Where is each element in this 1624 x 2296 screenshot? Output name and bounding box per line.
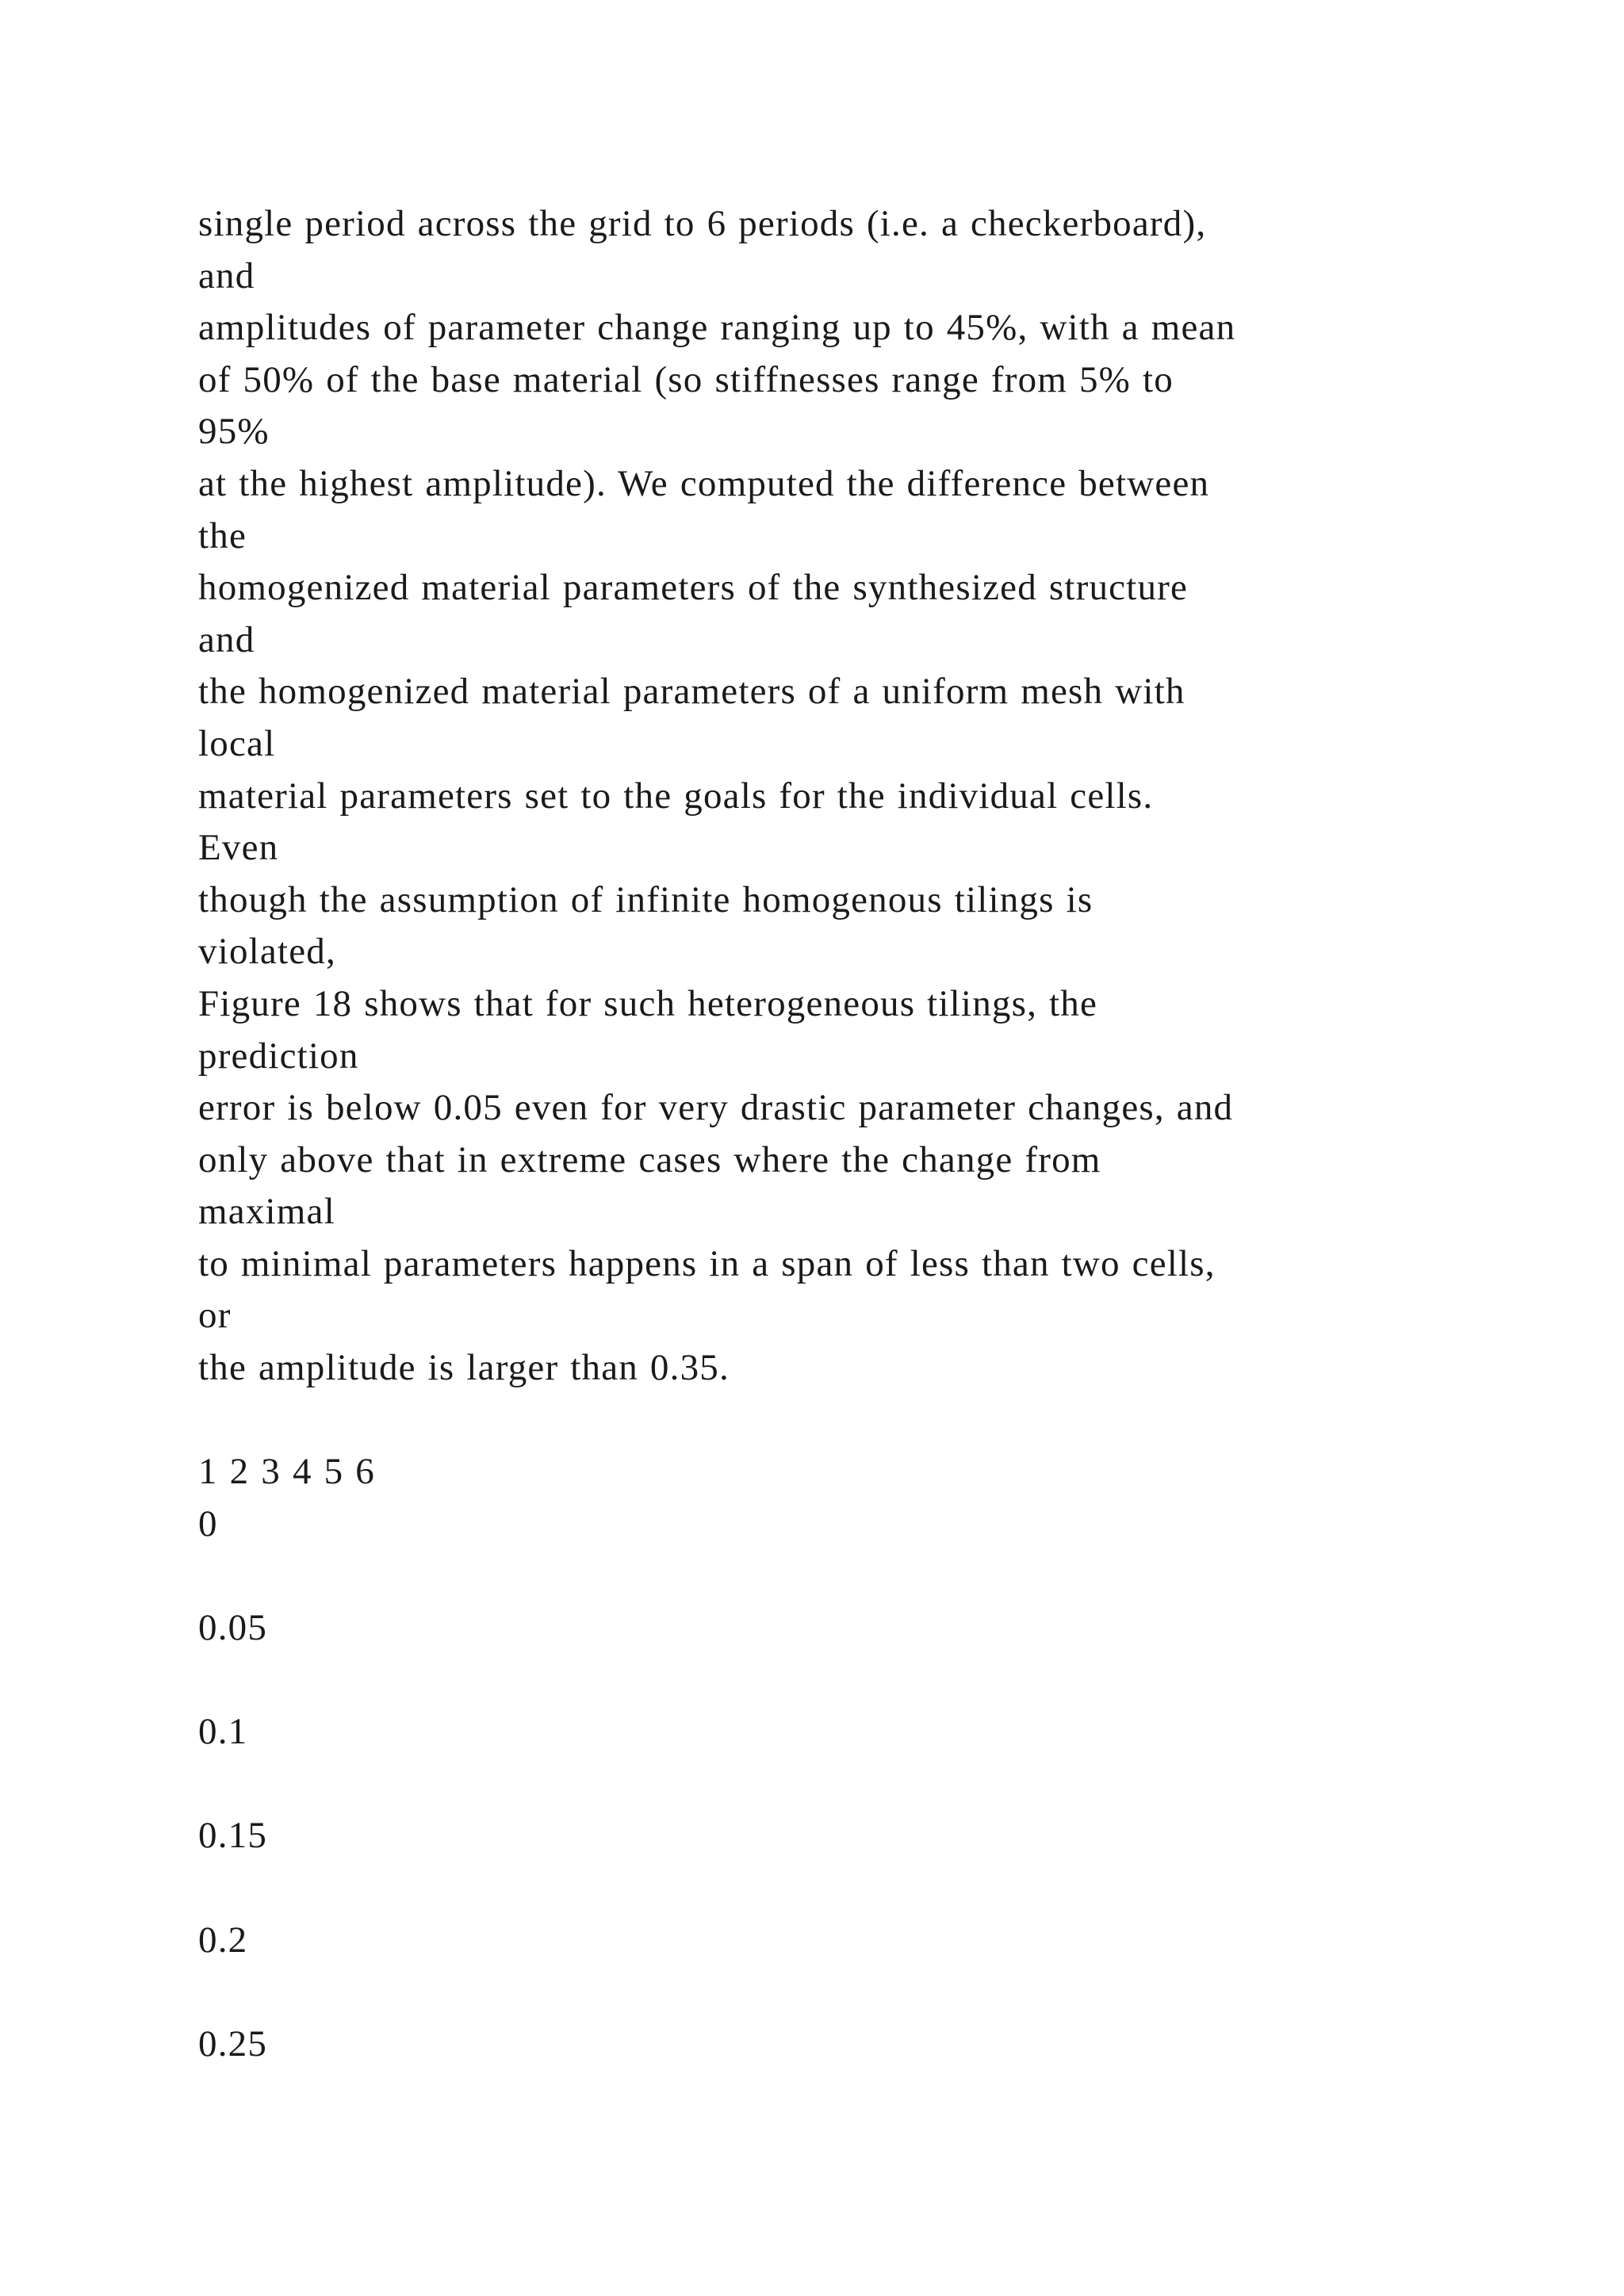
text-line: single period across the grid to 6 periods (i.e. a checkerboard), (198, 203, 1207, 244)
text-line: material parameters set to the goals for the individual cells. (198, 775, 1154, 817)
text-line: 95% (198, 411, 270, 453)
text-line: at the highest amplitude). We computed the difference between (198, 462, 1210, 504)
text-line: and (198, 254, 255, 297)
blank-line (198, 1758, 1546, 1811)
text-line: the homogenized material parameters of a uniform mesh with (198, 671, 1185, 713)
text-line: the amplitude is larger than 0.35. (198, 1347, 730, 1389)
y-tick-label: 0.15 (198, 1815, 268, 1857)
text-line: the (198, 515, 247, 557)
text-line: error is below 0.05 even for very drastic parameter changes, and (198, 1087, 1234, 1129)
body-text (198, 198, 1546, 2070)
blank-line (198, 1550, 1546, 1602)
text-line: Even (198, 827, 279, 869)
y-tick-label: 0 (198, 1502, 218, 1544)
blank-line (198, 1395, 1546, 1447)
text-line: and (198, 618, 255, 660)
x-tick-labels: 1 2 3 4 5 6 (198, 1451, 375, 1493)
text-line: amplitudes of parameter change ranging up to 45%, with a mean (198, 307, 1236, 349)
text-line: Figure 18 shows that for such heterogeneous tilings, the (198, 982, 1097, 1024)
text-line: violated, (198, 931, 336, 973)
y-tick-label: 0.2 (198, 1919, 248, 1961)
text-line: prediction (198, 1035, 359, 1077)
blank-line (198, 1966, 1546, 2019)
text-line: though the assumption of infinite homogenous tilings is (198, 878, 1094, 920)
text-line: maximal (198, 1191, 335, 1233)
y-tick-label: 0.1 (198, 1711, 248, 1753)
text-line: homogenized material parameters of the synthesized structure (198, 567, 1189, 609)
y-tick-label: 0.25 (198, 2022, 268, 2064)
text-line: only above that in extreme cases where the change from (198, 1138, 1101, 1181)
y-tick-label: 0.05 (198, 1607, 268, 1649)
text-line: of 50% of the base material (so stiffnesses range from 5% to (198, 358, 1174, 400)
text-line: local (198, 722, 276, 764)
text-line: to minimal parameters happens in a span of less than two cells, (198, 1242, 1216, 1284)
blank-line (198, 1655, 1546, 1707)
text-line: or (198, 1295, 232, 1337)
blank-line (198, 1862, 1546, 1915)
